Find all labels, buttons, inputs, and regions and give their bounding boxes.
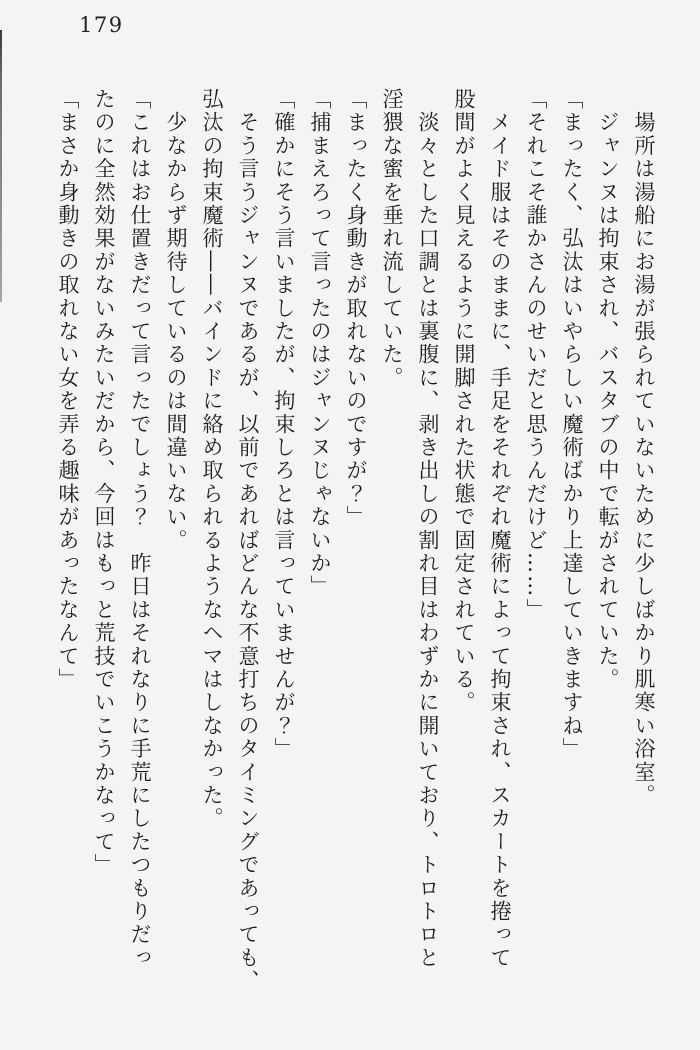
text-column: 「確かにそう言いましたが、拘束しろとは言っていませんが？」 — [272, 88, 296, 761]
text-column: 場所は湯船にお湯が張られていないために少しばかり肌寒い浴室。 — [632, 88, 656, 808]
page-number: 179 — [79, 13, 124, 37]
text-column: メイド服はそのままに、手足をそれぞれ魔術によって拘束され、スカートを捲って — [488, 88, 512, 970]
text-column: 「それこそ誰かさんのせいだと思うんだけど……」 — [524, 88, 548, 622]
text-column: 股間がよく見えるように開脚された状態で固定されている。 — [452, 88, 476, 715]
scan-edge-artifact — [0, 30, 2, 302]
text-column: そう言うジャンヌであるが、以前であればどんな不意打ちのタイミングであっても、 — [236, 88, 260, 993]
vertical-text-block — [50, 88, 662, 1013]
text-column: 「捕まえろって言ったのはジャンヌじゃないか」 — [308, 88, 332, 599]
text-column: 淫猥な蜜を垂れ流していた。 — [380, 88, 404, 390]
text-column: 淡々とした口調とは裏腹に、剥き出しの割れ目はわずかに開いており、トロトロと — [416, 88, 440, 970]
text-column: ジャンヌは拘束され、バスタブの中で転がされていた。 — [596, 88, 620, 692]
text-column: 「これはお仕置きだって言ったでしょう？ 昨日はそれなりに手荒にしたつもりだっ — [128, 88, 152, 970]
text-column: 弘汰の拘束魔術――バインドに絡め取られるようなヘマはしなかった。 — [200, 88, 224, 831]
text-column: たのに全然効果がないみたいだから、今回はもっと荒技でいこうかなって」 — [92, 88, 116, 877]
text-column: 「まさか身動きの取れない女を弄る趣味があったなんて」 — [56, 88, 80, 692]
text-column: 「まったく身動きが取れないのですが？」 — [344, 88, 368, 529]
text-column: 少なからず期待しているのは間違いない。 — [164, 88, 188, 552]
text-column: 「まったく、弘汰はいやらしい魔術ばかり上達していきますね」 — [560, 88, 584, 761]
